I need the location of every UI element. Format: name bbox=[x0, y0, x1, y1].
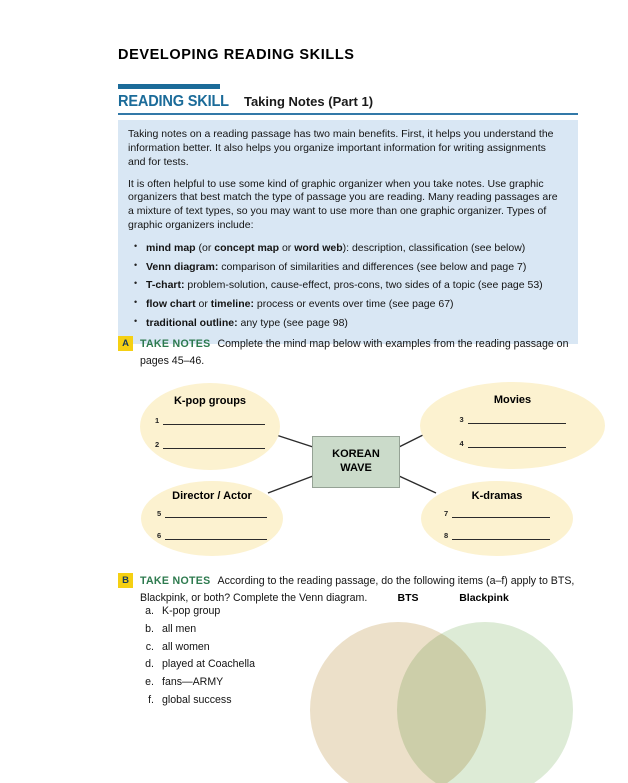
list-item: • traditional outline: any type (see page 98) bbox=[128, 317, 566, 330]
reading-skill-label: READING SKILL bbox=[118, 93, 229, 110]
activity-b bbox=[118, 573, 588, 607]
node-title: K-dramas bbox=[471, 490, 523, 502]
activity-b-instructions: TAKE NOTES According to the reading passage, do the following items (a–f) apply to BTS, Blackpink, or both? Complete the Venn diagram. bbox=[140, 575, 575, 604]
mindmap-center-korean-wave: KOREAN WAVE bbox=[312, 436, 400, 488]
list-item: • Venn diagram: comparison of similarities and differences (see below and page 7) bbox=[128, 261, 566, 274]
mindmap-node-movies bbox=[420, 382, 605, 469]
list-item: b. all men bbox=[145, 622, 197, 635]
blank-field-1[interactable]: 1 bbox=[155, 414, 265, 425]
list-item: • T-chart: problem-solution, cause-effect, pros-cons, two sides of a topic (see page 53) bbox=[128, 279, 566, 292]
blank-field-3[interactable]: 3 bbox=[460, 413, 566, 424]
skill-explanation-panel bbox=[118, 120, 578, 344]
venn-label-blackpink: Blackpink bbox=[459, 592, 509, 604]
mind-map bbox=[0, 375, 628, 575]
mindmap-node-kpop-groups bbox=[140, 383, 280, 470]
take-notes-tag: TAKE NOTES bbox=[140, 338, 211, 350]
venn-circle-blackpink[interactable] bbox=[397, 622, 573, 783]
blank-field-4[interactable]: 4 bbox=[460, 437, 566, 448]
panel-paragraph: It is often helpful to use some kind of graphic organizer when you take notes. Use graphic organizers that best match the type of passage you are reading. Many reading passages are a mixture of text types, so you may want to use more than one graphic organizer. Types of graphic organizers include: bbox=[128, 177, 558, 232]
list-item: a. K-pop group bbox=[145, 605, 221, 617]
organizer-types-list bbox=[128, 242, 566, 330]
take-notes-tag: TAKE NOTES bbox=[140, 575, 211, 587]
blank-field-6[interactable]: 6 bbox=[157, 529, 267, 540]
list-item: f. global success bbox=[148, 693, 232, 706]
venn-item-list bbox=[141, 605, 255, 712]
blank-field-8[interactable]: 8 bbox=[444, 529, 550, 540]
node-title: K-pop groups bbox=[173, 395, 247, 407]
list-item: d. played at Coachella bbox=[145, 658, 256, 671]
page-title: DEVELOPING READING SKILLS bbox=[118, 47, 355, 63]
list-item: • mind map (or concept map or word web): description, classification (see below) bbox=[128, 242, 566, 255]
blank-field-5[interactable]: 5 bbox=[157, 507, 267, 518]
activity-b-badge: B bbox=[118, 573, 133, 588]
accent-bar bbox=[118, 84, 220, 89]
venn-label-bts: BTS bbox=[397, 592, 419, 604]
list-item: c. all women bbox=[145, 640, 210, 653]
header-rule bbox=[118, 113, 578, 115]
activity-a-badge: A bbox=[118, 336, 133, 351]
activity-a-instructions: TAKE NOTES Complete the mind map below with examples from the reading passage on pages 45–46. bbox=[140, 338, 569, 367]
mindmap-node-director-actor bbox=[141, 481, 283, 556]
skill-section-title: Taking Notes (Part 1) bbox=[243, 94, 374, 109]
node-title: Movies bbox=[493, 394, 532, 406]
blank-field-2[interactable]: 2 bbox=[155, 438, 265, 449]
node-title: Director / Actor bbox=[172, 490, 252, 502]
panel-paragraph: Taking notes on a reading passage has two main benefits. First, it helps you understand the information better. It also helps you organize important information for writing assignments and for tests. bbox=[128, 128, 554, 168]
activity-a bbox=[118, 336, 588, 370]
blank-field-7[interactable]: 7 bbox=[444, 507, 550, 518]
list-item: e. fans—ARMY bbox=[145, 676, 224, 689]
mindmap-node-kdramas bbox=[421, 481, 573, 556]
reading-skill-header bbox=[118, 93, 578, 113]
list-item: • flow chart or timeline: process or events over time (see page 67) bbox=[128, 298, 566, 311]
